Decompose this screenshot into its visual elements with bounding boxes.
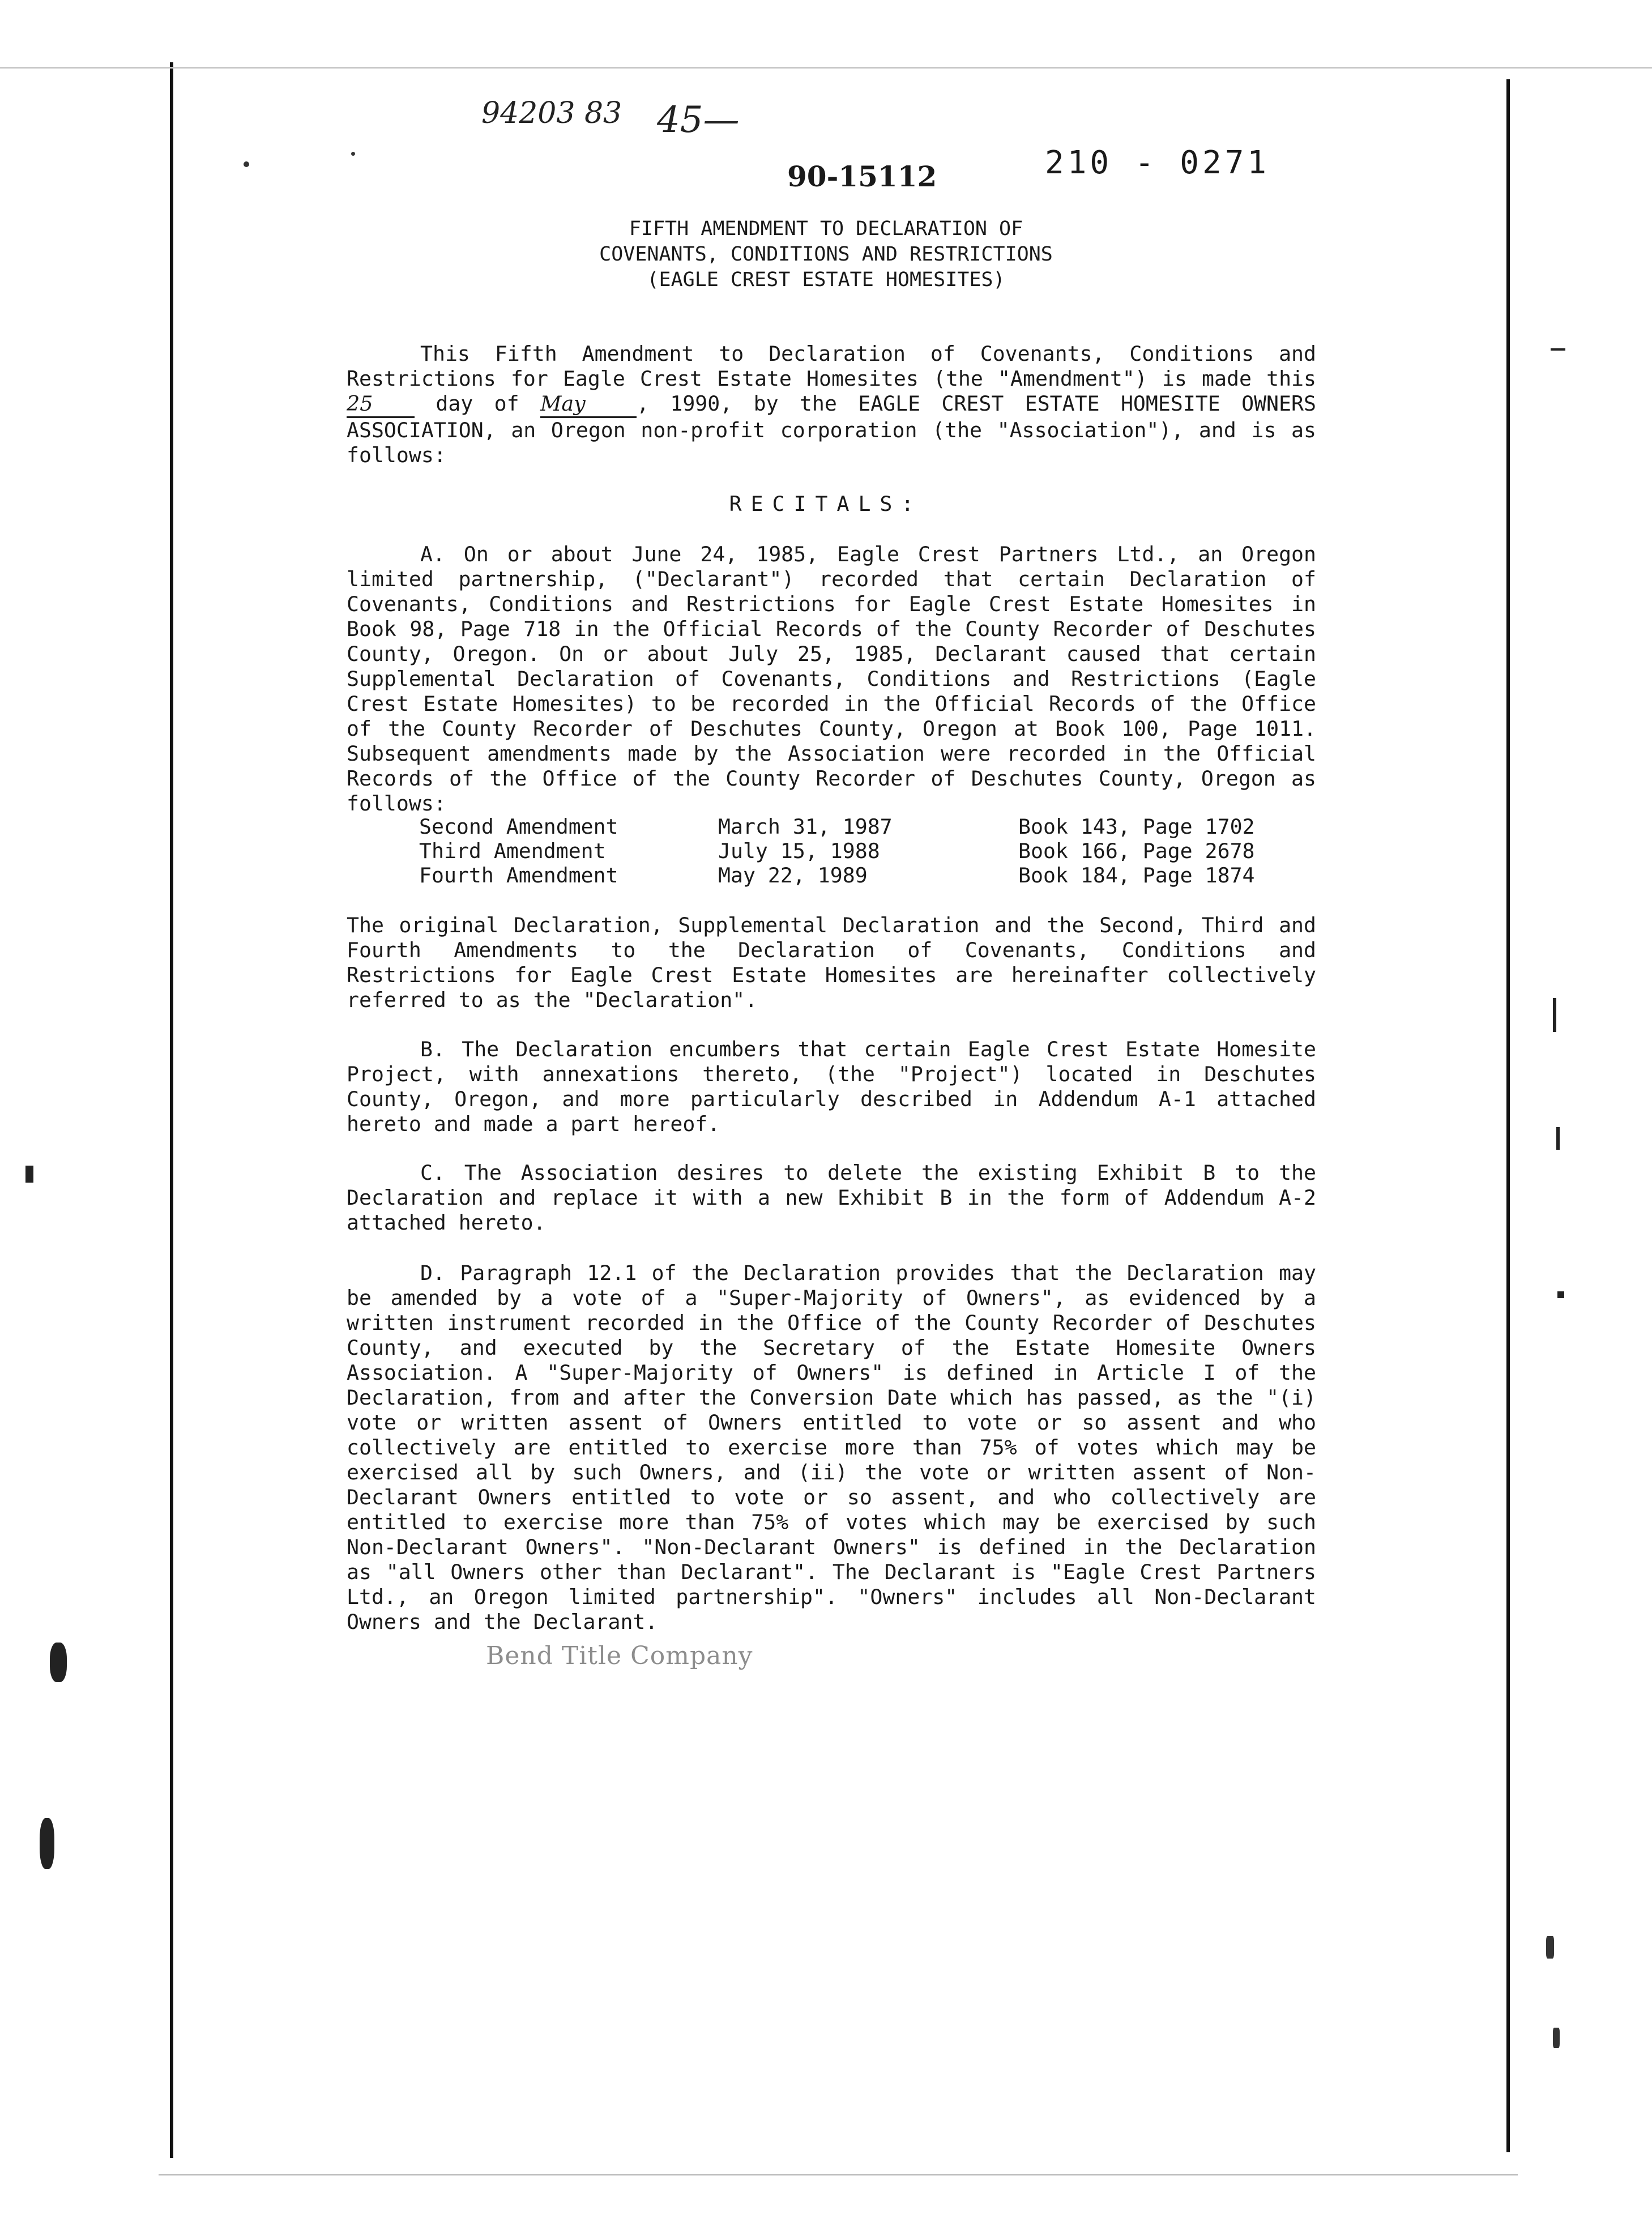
recital-b-text: B. The Declaration encumbers that certain Eagle Crest Estate Homesite Project, with annexations thereto, (the "Project") located in Deschutes County, Oregon, and more particularly described in Addendum A-1 attached hereto and made a part hereof. [347,1037,1316,1136]
right-scan-border [1506,79,1510,2152]
recital-d-text: D. Paragraph 12.1 of the Declaration provides that the Declaration may be amended by a vote of a "Super-Majority of Owners", as evidenced by a written instrument recorded in the Office of the County Recorder of Deschutes County, and executed by the Secretary of the Estate Homesite Owners Association. A "Super-Majority of Owners" is defined in Article I of the Declaration, from and after the Conversion Date which has passed, as the "(i) vote or written assent of Owners entitled to vote or so assent and who collectively are entitled to exercise more than 75% of votes which may be exercised all by such Owners, and (ii) the vote or written assent of Non-Declarant Owners entitled to vote or so assent, and who collectively are entitled to exercise more than 75% of votes which may be exercised by such Non-Declarant Owners". "Non-Declarant Owners" is defined in the Declaration as "all Owners other than Declarant". The Declarant is "Eagle Crest Partners Ltd., an Oregon limited partnership". "Owners" includes all Non-Declarant Owners and the Declarant. [347,1261,1316,1634]
record-number: 210 - 0271 [1045,144,1270,181]
amendment-name: Third Amendment [419,839,606,863]
top-scan-edge [0,67,1652,69]
left-scan-border [170,62,173,2158]
bottom-scan-edge [159,2174,1518,2175]
scan-speck [244,161,249,167]
scan-artifact [1551,348,1565,351]
handwritten-reference-note: 94203 83 [481,96,622,130]
scan-artifact [40,1818,54,1869]
recitals-heading: RECITALS: [729,492,923,516]
scan-speck [1553,2028,1560,2048]
recital-b-paragraph [347,1037,1316,1137]
scan-artifact [25,1166,33,1183]
intro-text-part3: , 1990, by the EAGLE CREST ESTATE HOMESITE OWNERS ASSOCIATION, an Oregon non-profit corporation (the "Association"), and is as follows: [347,391,1316,467]
amendment-name: Fourth Amendment [419,863,618,888]
recital-d-paragraph [347,1261,1316,1635]
recital-a-paragraph [347,542,1316,816]
handwritten-initials-note: 45— [657,99,740,141]
document-title-line-3: (EAGLE CREST ESTATE HOMESITES) [647,268,1005,291]
amendment-name: Second Amendment [419,814,618,839]
recital-c-paragraph [347,1161,1316,1235]
collective-definition-paragraph: The original Declaration, Supplemental Declaration and the Second, Third and Fourth Amendments to the Declaration of Covenants, Conditions and Restrictions for Eagle Crest Estate Homesites are hereinafter collectively referred to as the "Declaration". [347,913,1316,1012]
document-title-line-1: FIFTH AMENDMENT TO DECLARATION OF [629,217,1023,240]
scan-artifact [1556,1127,1560,1150]
recital-a-text: A. On or about June 24, 1985, Eagle Crest Partners Ltd., an Oregon limited partnership, ("Declarant") recorded that certain Declaration of Covenants, Conditions and Restrictions for Eagle Crest Estate Homesites in Book 98, Page 718 in the Official Records of the County Recorder of Deschutes County, Oregon. On or about July 25, 1985, Declarant caused that certain Supplemental Declaration of Covenants, Conditions and Restrictions (Eagle Crest Estate Homesites) to be recorded in the Official Records of the Office of the County Recorder of Deschutes County, Oregon at Book 100, Page 1011. Subsequent amendments made by the Association were recorded in the Official Records of the Office of the County Recorder of Deschutes County, Oregon as follows: [347,542,1316,816]
intro-paragraph [347,342,1316,468]
amendment-record: Book 166, Page 2678 [1018,839,1255,863]
amendment-record: Book 143, Page 1702 [1018,814,1255,839]
amendment-date: May 22, 1989 [718,863,868,888]
title-company-stamp: Bend Title Company [486,1641,753,1670]
handwritten-day: 25 [347,391,415,418]
amendment-date: March 31, 1987 [718,814,893,839]
table-row [419,839,1255,863]
scan-artifact [1557,1291,1564,1298]
amendments-table [419,814,1255,888]
amendment-date: July 15, 1988 [718,839,880,863]
scan-artifact [50,1643,67,1682]
scan-speck [1546,1936,1554,1959]
table-row [419,863,1255,888]
scan-artifact [1553,998,1556,1032]
amendment-record: Book 184, Page 1874 [1018,863,1255,888]
document-number: 90-15112 [787,160,937,193]
intro-text-part1: This Fifth Amendment to Declaration of Covenants, Conditions and Restrictions for Eagle Crest Estate Homesites (the "Amendment") is made this [347,342,1316,391]
table-row [419,814,1255,839]
recital-c-text: C. The Association desires to delete the existing Exhibit B to the Declaration and replace it with a new Exhibit B in the form of Addendum A-2 attached hereto. [347,1161,1316,1235]
document-title-line-2: COVENANTS, CONDITIONS AND RESTRICTIONS [599,243,1053,266]
handwritten-month: May [540,391,637,418]
intro-text-part2: day of [436,391,519,416]
scan-speck [351,152,355,156]
